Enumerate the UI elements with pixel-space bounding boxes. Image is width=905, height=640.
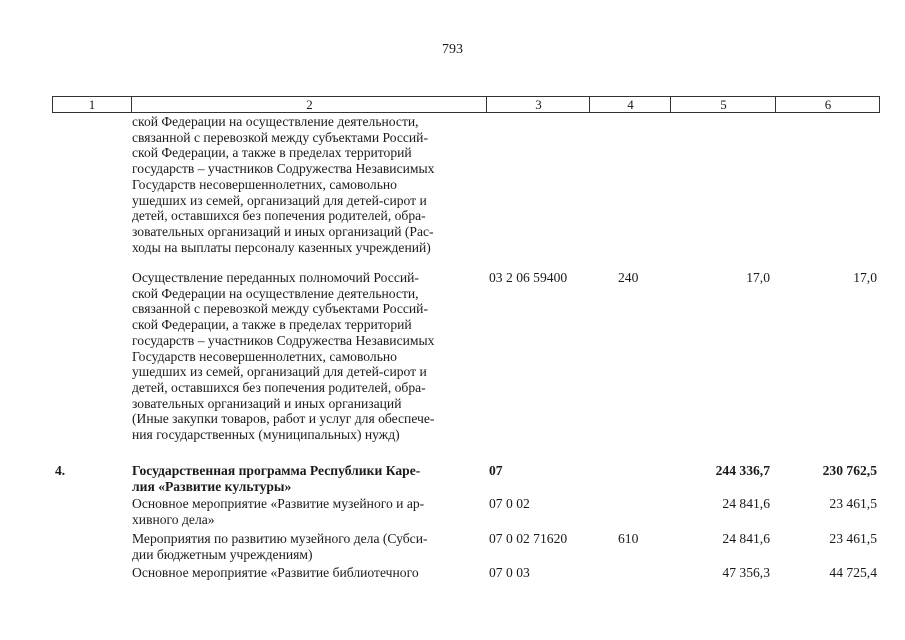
row-name (132, 531, 482, 562)
row-name-line: лия «Развитие культуры» (132, 478, 292, 494)
row-value-5: 24 841,6 (722, 496, 770, 511)
row-name-line: Основное мероприятие «Развитие библиотечного (132, 565, 419, 580)
row-code: 07 0 02 71620 (489, 531, 568, 546)
row-value-6: 230 762,5 (822, 463, 877, 478)
row-name-line: ской Федерации, а также в пределах территорий (132, 145, 412, 161)
row-name-line: ния государственных (муниципальных) нужд) (132, 427, 400, 443)
row-value-6: 17,0 (853, 270, 877, 285)
table-header (52, 96, 880, 113)
row-name-line: ской Федерации на осуществление деятельности, (132, 285, 419, 301)
column-header-2: 2 (131, 97, 487, 112)
row-name-line: связанной с перевозкой между субъектами Россий- (132, 301, 428, 317)
row-name (132, 270, 482, 443)
row-value-6: 23 461,5 (829, 531, 877, 546)
row-name-line: связанной с перевозкой между субъектами Россий- (132, 129, 428, 145)
row-name-line: детей, оставшихся без попечения родителей, обра- (132, 208, 426, 224)
column-header-3: 3 (486, 97, 590, 112)
row-code: 07 (489, 463, 503, 478)
row-name-line: зовательных организаций и иных организаций (Рас- (132, 223, 434, 239)
column-header-5: 5 (670, 97, 776, 112)
row-name-line: ушедших из семей, организаций для детей-сирот и (132, 364, 427, 380)
row-expense-type: 610 (618, 531, 639, 546)
row-name-line: Основное мероприятие «Развитие музейного и ар- (132, 496, 425, 511)
row-name-line: хивного дела» (132, 511, 215, 527)
row-name-line: Государств несовершеннолетних, самовольно (132, 176, 397, 192)
row-code: 03 2 06 59400 (489, 270, 568, 285)
row-name (132, 114, 482, 255)
row-code: 07 0 02 (489, 496, 530, 511)
row-name-line: зовательных организаций и иных организаций (132, 395, 402, 411)
row-name-line: ходы на выплаты персоналу казенных учреждений) (132, 239, 431, 255)
row-name (132, 463, 482, 494)
row-value-6: 44 725,4 (829, 565, 877, 580)
row-value-5: 24 841,6 (722, 531, 770, 546)
row-name-line: детей, оставшихся без попечения родителей, обра- (132, 379, 426, 395)
row-name-line: Государств несовершеннолетних, самовольно (132, 348, 397, 364)
row-name-line: государств – участников Содружества Независимых (132, 332, 435, 348)
row-number: 4. (55, 463, 66, 478)
row-name-line: ушедших из семей, организаций для детей-сирот и (132, 192, 427, 208)
row-name-line: ской Федерации, а также в пределах территорий (132, 317, 412, 333)
row-name-line: ской Федерации на осуществление деятельности, (132, 114, 419, 129)
row-value-6: 23 461,5 (829, 496, 877, 511)
page-number: 793 (442, 42, 463, 57)
column-header-4: 4 (589, 97, 671, 112)
row-name-line: дии бюджетным учреждениям) (132, 546, 313, 562)
row-value-5: 47 356,3 (722, 565, 770, 580)
row-value-5: 17,0 (746, 270, 770, 285)
row-name (132, 565, 482, 581)
row-name-line: (Иные закупки товаров, работ и услуг для обеспече- (132, 411, 435, 427)
row-name (132, 496, 482, 527)
row-name-line: Мероприятия по развитию музейного дела (Субси- (132, 531, 428, 546)
row-expense-type: 240 (618, 270, 639, 285)
row-code: 07 0 03 (489, 565, 530, 580)
column-header-6: 6 (775, 97, 880, 112)
row-name-line: государств – участников Содружества Независимых (132, 161, 435, 177)
row-name-line: Государственная программа Республики Каре- (132, 463, 421, 478)
row-value-5: 244 336,7 (715, 463, 770, 478)
row-name-line: Осуществление переданных полномочий Россий- (132, 270, 419, 285)
column-header-1: 1 (88, 97, 96, 112)
